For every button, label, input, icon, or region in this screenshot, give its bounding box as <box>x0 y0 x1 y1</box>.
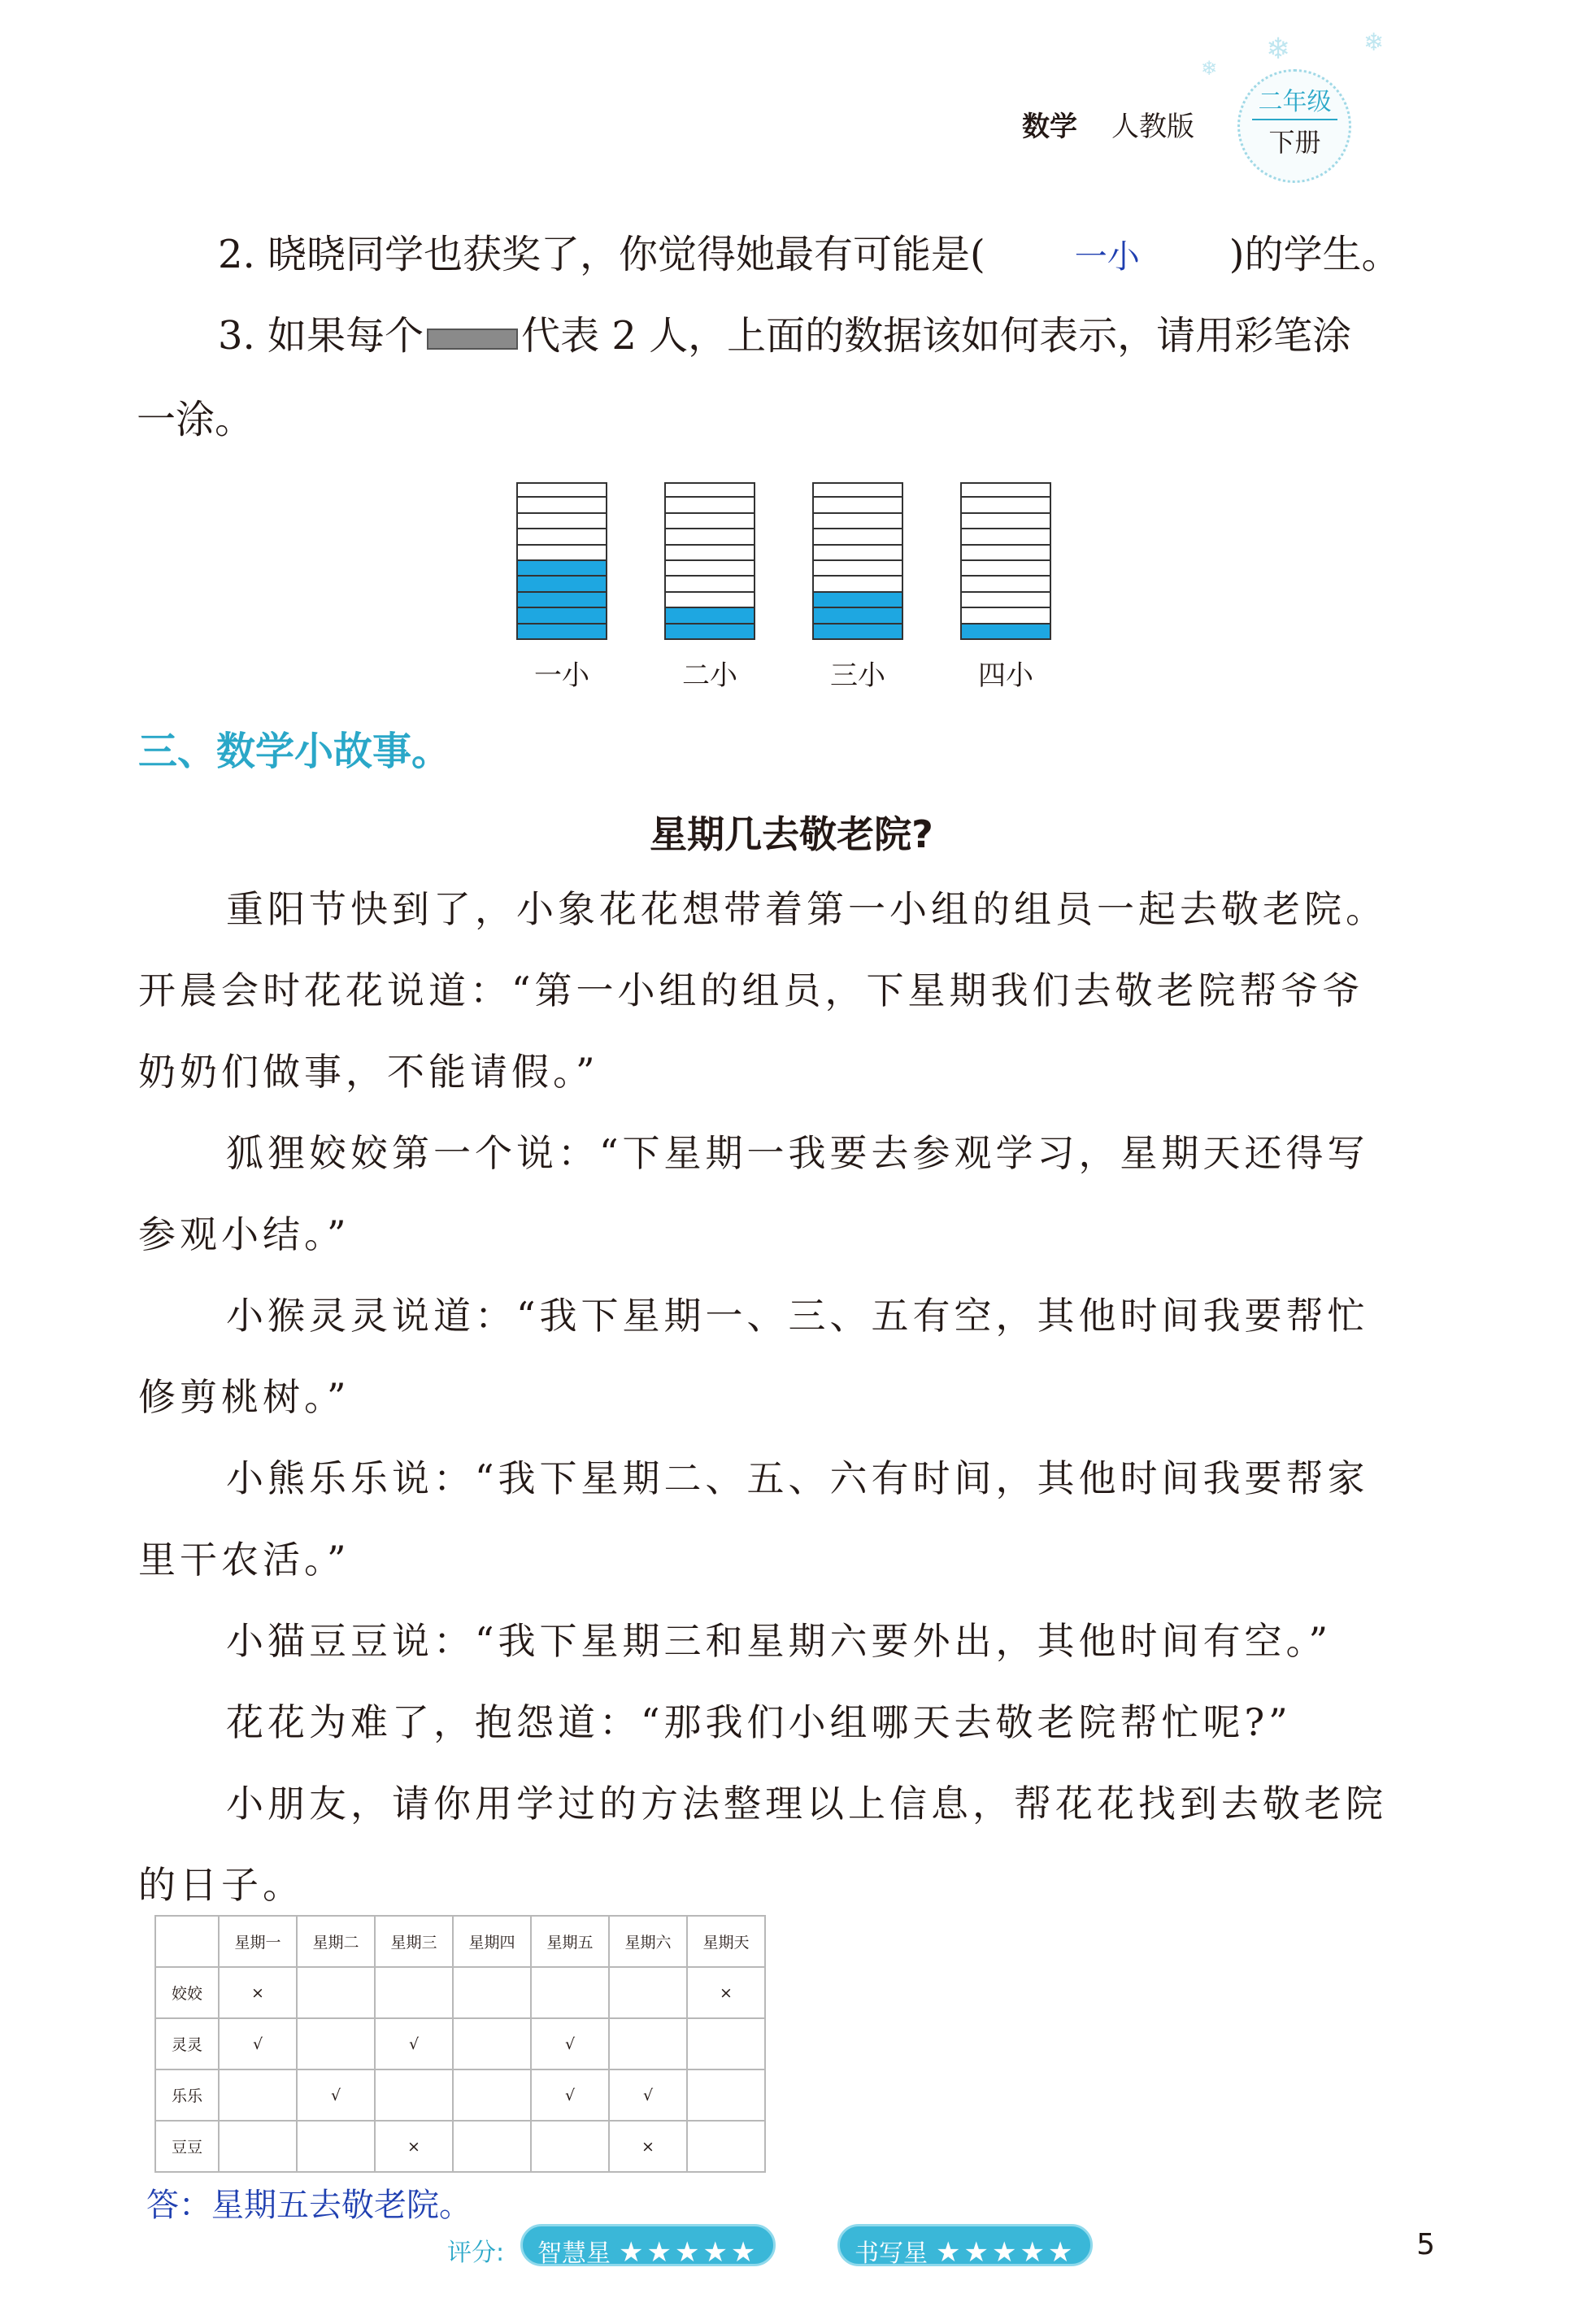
bar-cell <box>812 514 903 529</box>
score-label: 评分: <box>447 2239 505 2267</box>
table-row <box>155 2018 765 2069</box>
question-2 <box>218 232 1401 279</box>
table-cell <box>453 2069 531 2121</box>
table-cell: √ <box>375 2018 453 2069</box>
table-cell <box>453 2121 531 2172</box>
story-line: 里干农活。” <box>138 1538 350 1582</box>
writing-star-label: 书写星 <box>855 2239 928 2268</box>
snowflake-icon: ❄ <box>1363 28 1385 57</box>
bar-cell <box>664 498 755 513</box>
subject-label: 数学 <box>1022 111 1077 143</box>
bar-cell <box>664 546 755 561</box>
question-3-text-cont: 代表 2 人，上面的数据该如何表示，请用彩笔涂 <box>521 313 1352 359</box>
table-cell <box>219 2121 297 2172</box>
bar-cell <box>664 593 755 608</box>
bar-cell <box>812 625 903 640</box>
bar-cell <box>664 529 755 545</box>
table-cell <box>219 2069 297 2121</box>
bar-cell <box>664 514 755 529</box>
question-3 <box>218 313 1351 360</box>
bar-label: 二小 <box>682 659 737 692</box>
bar-cell <box>812 529 903 545</box>
bar-cell <box>960 561 1051 577</box>
table-cell: × <box>609 2121 687 2172</box>
bar-cell <box>516 546 607 561</box>
bar-cell <box>960 482 1051 498</box>
edition-label: 人教版 <box>1111 111 1194 143</box>
bar-cell <box>960 546 1051 561</box>
table-cell <box>687 2069 765 2121</box>
star-icon: ★★★★★ <box>936 2236 1076 2269</box>
term-label: 下册 <box>1268 127 1321 158</box>
table-row-name: 灵灵 <box>155 2018 219 2069</box>
snowflake-icon: ❄ <box>1266 33 1291 66</box>
wisdom-star-label: 智慧星 <box>537 2239 611 2268</box>
bar-cell <box>960 514 1051 529</box>
bar-cell <box>664 577 755 592</box>
table-cell: √ <box>297 2069 375 2121</box>
section-title: 三、数学小故事。 <box>138 729 451 774</box>
bar-cell <box>516 514 607 529</box>
table-header: 星期二 <box>297 1916 375 1967</box>
table-row <box>155 1967 765 2018</box>
table-row <box>155 2069 765 2121</box>
table-cell <box>531 2121 609 2172</box>
question-3-text: 3. 如果每个 <box>218 313 424 359</box>
story-line: 参观小结。” <box>138 1212 350 1256</box>
table-cell <box>609 2018 687 2069</box>
table-cell <box>531 1967 609 2018</box>
table-header: 星期六 <box>609 1916 687 1967</box>
story-line: 狐狸姣姣第一个说：“下星期一我要去参观学习，星期天还得写 <box>226 1131 1369 1175</box>
table-cell: √ <box>609 2069 687 2121</box>
bar-unit-symbol <box>427 329 518 350</box>
table-cell: × <box>375 2121 453 2172</box>
table-header: 星期五 <box>531 1916 609 1967</box>
table-cell: √ <box>531 2018 609 2069</box>
bar-cell <box>664 608 755 624</box>
bar-2 <box>664 482 755 640</box>
bar-cell <box>516 561 607 577</box>
table-cell <box>297 2018 375 2069</box>
table-cell: × <box>219 1967 297 2018</box>
table-row <box>155 2121 765 2172</box>
bar-chart <box>504 476 1073 695</box>
bar-cell <box>812 593 903 608</box>
table-cell: × <box>687 1967 765 2018</box>
table-cell <box>453 2018 531 2069</box>
page-header <box>1022 28 1477 179</box>
bar-cell <box>960 625 1051 640</box>
bar-cell <box>960 593 1051 608</box>
writing-star-rating <box>837 2224 1093 2269</box>
story-line: 开晨会时花花说道：“第一小组的组员，下星期我们去敬老院帮爷爷 <box>138 968 1364 1012</box>
bar-cell <box>516 482 607 498</box>
table-cell <box>609 1967 687 2018</box>
table-row-name: 豆豆 <box>155 2121 219 2172</box>
bar-cell <box>812 577 903 592</box>
table-cell <box>375 2069 453 2121</box>
bar-cell <box>960 577 1051 592</box>
bar-1 <box>516 482 607 640</box>
table-corner <box>155 1916 219 1967</box>
question-2-text-end: )的学生。 <box>1229 232 1401 277</box>
table-header-row <box>155 1916 765 1967</box>
snowflake-icon: ❄ <box>1201 57 1218 80</box>
story-line: 花花为难了，抱怨道：“那我们小组哪天去敬老院帮忙呢?” <box>226 1700 1292 1744</box>
story-line: 小猫豆豆说：“我下星期三和星期六要外出，其他时间有空。” <box>226 1619 1333 1663</box>
bar-cell <box>812 498 903 513</box>
story-line: 小朋友，请你用学过的方法整理以上信息，帮花花找到去敬老院 <box>226 1782 1387 1826</box>
question-3-line2: 一涂。 <box>137 397 254 442</box>
bar-cell <box>516 608 607 624</box>
table-cell <box>375 1967 453 2018</box>
grade-label: 二年级 <box>1252 81 1337 120</box>
bar-cell <box>812 482 903 498</box>
bar-cell <box>516 498 607 513</box>
bar-cell <box>812 608 903 624</box>
star-icon: ★★★★★ <box>619 2236 759 2269</box>
story-line: 小猴灵灵说道：“我下星期一、三、五有空，其他时间我要帮忙 <box>226 1294 1369 1338</box>
table-cell: √ <box>531 2069 609 2121</box>
bar-cell <box>516 625 607 640</box>
bar-cell <box>664 561 755 577</box>
table-header: 星期四 <box>453 1916 531 1967</box>
table-cell <box>687 2121 765 2172</box>
table-cell: √ <box>219 2018 297 2069</box>
table-header: 星期三 <box>375 1916 453 1967</box>
bar-cell <box>664 482 755 498</box>
table-header: 星期一 <box>219 1916 297 1967</box>
wisdom-star-rating <box>520 2224 776 2269</box>
bar-4 <box>960 482 1051 640</box>
bar-3 <box>812 482 903 640</box>
story-line: 修剪桃树。” <box>138 1375 350 1419</box>
bar-cell <box>812 561 903 577</box>
schedule-table <box>154 1915 766 2173</box>
question-2-answer: 一小 <box>1074 238 1140 276</box>
bar-cell <box>812 546 903 561</box>
table-cell <box>297 2121 375 2172</box>
bar-label: 一小 <box>534 659 589 692</box>
bar-cell <box>960 529 1051 545</box>
table-cell <box>453 1967 531 2018</box>
table-row-name: 乐乐 <box>155 2069 219 2121</box>
bar-cell <box>960 498 1051 513</box>
bar-label: 四小 <box>978 659 1033 692</box>
story-line: 奶奶们做事，不能请假。” <box>138 1050 599 1094</box>
bar-cell <box>516 529 607 545</box>
table-cell <box>297 1967 375 2018</box>
bar-label: 三小 <box>830 659 885 692</box>
story-line: 的日子。 <box>138 1863 304 1907</box>
bar-cell <box>960 608 1051 624</box>
bar-cell <box>664 625 755 640</box>
question-2-text: 2. 晓晓同学也获奖了，你觉得她最有可能是( <box>218 232 985 277</box>
table-cell <box>687 2018 765 2069</box>
table-header: 星期天 <box>687 1916 765 1967</box>
bar-cell <box>516 577 607 592</box>
story-line: 小熊乐乐说：“我下星期二、五、六有时间，其他时间我要帮家 <box>226 1456 1369 1500</box>
bar-cell <box>516 593 607 608</box>
table-row-name: 姣姣 <box>155 1967 219 2018</box>
page-number: 5 <box>1416 2228 1435 2261</box>
final-answer: 答：星期五去敬老院。 <box>146 2187 472 2224</box>
story-title: 星期几去敬老院? <box>650 812 933 856</box>
story-line: 重阳节快到了，小象花花想带着第一小组的组员一起去敬老院。 <box>226 887 1387 931</box>
